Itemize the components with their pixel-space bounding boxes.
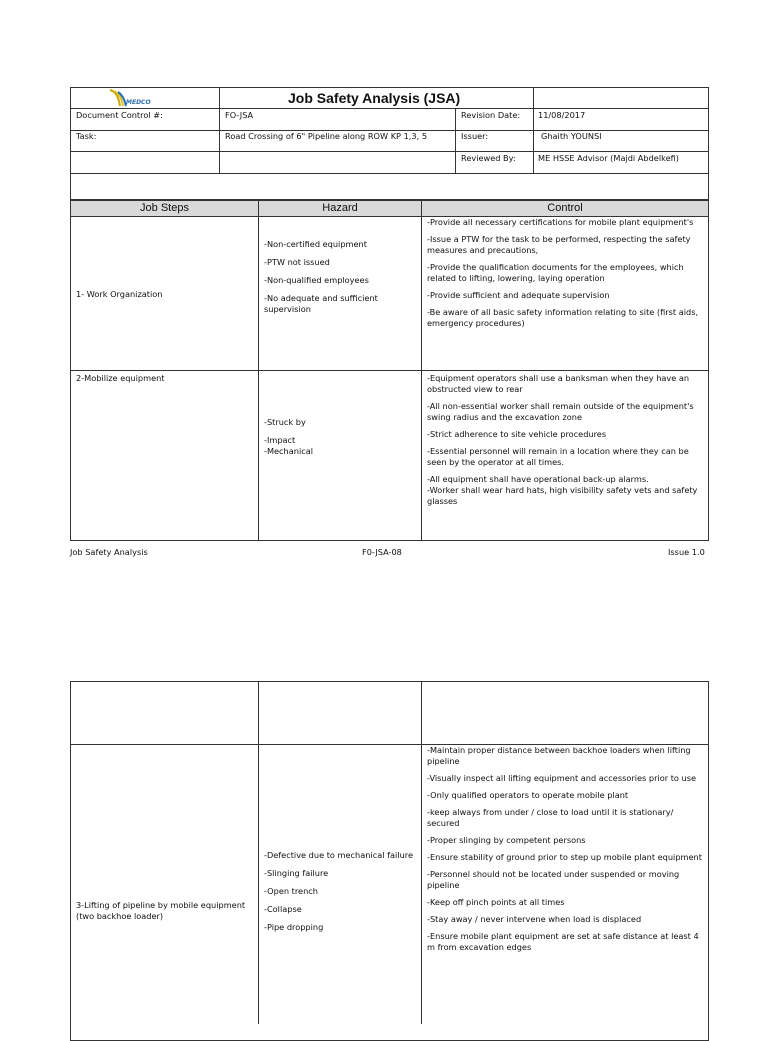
issuer-label: Issuer: <box>461 131 489 141</box>
list-item: -Personnel should not be located under suspended or moving pipeline <box>427 869 680 890</box>
task-label: Task: <box>76 131 97 141</box>
footer-document-name: Job Safety Analysis <box>70 547 148 557</box>
list-item: -Worker shall wear hard hats, high visibility safety vets and safety glasses <box>427 485 698 506</box>
list-item: -Provide all necessary certifications for mobile plant equipment's <box>427 217 694 227</box>
list-item: -Provide sufficient and adequate supervision <box>427 290 610 300</box>
list-item: -Ensure stability of ground prior to step up mobile plant equipment <box>427 852 702 862</box>
list-item: -Provide the qualification documents for the employees, which related to lifting, lowering, laying operation <box>427 262 684 283</box>
logo-text: MEDCO <box>126 99 151 106</box>
list-item: -All equipment shall have operational back-up alarms. <box>427 474 649 484</box>
list-item: -Mechanical <box>264 446 314 456</box>
footer-issue: Issue 1.0 <box>668 547 705 557</box>
list-item: -Visually inspect all lifting equipment and accessories prior to use <box>427 773 697 783</box>
doc-control-value: FO-JSA <box>225 110 254 120</box>
column-header-job-steps: Job Steps <box>70 200 259 217</box>
job-step-text: 3-Lifting of pipeline by mobile equipment (two backhoe loader) <box>76 900 246 921</box>
company-logo <box>108 88 158 108</box>
list-item: -keep always from under / close to load until it is stationary/ secured <box>427 807 674 828</box>
job-step-text: 2-Mobilize equipment <box>76 373 165 383</box>
control-list <box>427 217 705 335</box>
list-item: -Be aware of all basic safety information relating to site (first aids, emergency procedures) <box>427 307 699 328</box>
list-item: -Issue a PTW for the task to be performed, respecting the safety measures and precautions, <box>427 234 691 255</box>
control-list <box>427 373 705 507</box>
list-item: -Defective due to mechanical failure <box>264 850 413 860</box>
doc-control-label: Document Control #: <box>76 110 163 120</box>
list-item: -Essential personnel will remain in a location where they can be seen by the operator at all times. <box>427 446 689 467</box>
list-item: -Keep off pinch points at all times <box>427 897 565 907</box>
table-row <box>76 373 256 384</box>
table-row <box>76 900 251 922</box>
job-step-text: 1- Work Organization <box>76 289 163 299</box>
reviewed-by-label: Reviewed By: <box>461 153 516 163</box>
list-item: -Stay away / never intervene when load is displaced <box>427 914 642 924</box>
hazard-list <box>264 850 414 940</box>
list-item: -Slinging failure <box>264 868 329 878</box>
list-item: -Struck by <box>264 417 306 427</box>
list-item: -PTW not issued <box>264 257 330 267</box>
issuer-value: Ghaith YOUNSI <box>541 131 602 141</box>
list-item: -Ensure mobile plant equipment are set at safe distance at least 4 m from excavation edges <box>427 931 699 952</box>
column-header-control: Control <box>421 200 709 217</box>
page-title: Job Safety Analysis (JSA) <box>288 90 461 106</box>
hazard-list <box>264 239 419 322</box>
list-item: -Only qualified operators to operate mobile plant <box>427 790 629 800</box>
list-item: -Non-certified equipment <box>264 239 367 249</box>
control-list <box>427 745 705 959</box>
list-item: -Proper slinging by competent persons <box>427 835 586 845</box>
task-value: Road Crossing of 6" Pipeline along ROW KP 1,3, 5 <box>225 131 428 141</box>
revision-date-label: Revision Date: <box>461 110 521 120</box>
table-row <box>76 289 256 300</box>
list-item: -Non-qualified employees <box>264 275 369 285</box>
list-item: -Maintain proper distance between backhoe loaders when lifting pipeline <box>427 745 691 766</box>
list-item: -Open trench <box>264 886 318 896</box>
hazard-list <box>264 417 419 457</box>
list-item: -Pipe dropping <box>264 922 324 932</box>
list-item: -Impact <box>264 435 296 445</box>
list-item: -Equipment operators shall use a banksman when they have an obstructed view to rear <box>427 373 690 394</box>
list-item: -Collapse <box>264 904 302 914</box>
revision-date-value: 11/08/2017 <box>538 110 586 120</box>
list-item: -No adequate and sufficient supervision <box>264 293 378 314</box>
list-item: -All non-essential worker shall remain outside of the equipment's swing radius and the excavation zone <box>427 401 694 422</box>
column-header-hazard: Hazard <box>258 200 422 217</box>
list-item: -Strict adherence to site vehicle procedures <box>427 429 607 439</box>
reviewed-by-value: ME HSSE Advisor (Majdi Abdelkefi) <box>538 153 679 163</box>
footer-form-number: F0-JSA-08 <box>362 547 402 557</box>
